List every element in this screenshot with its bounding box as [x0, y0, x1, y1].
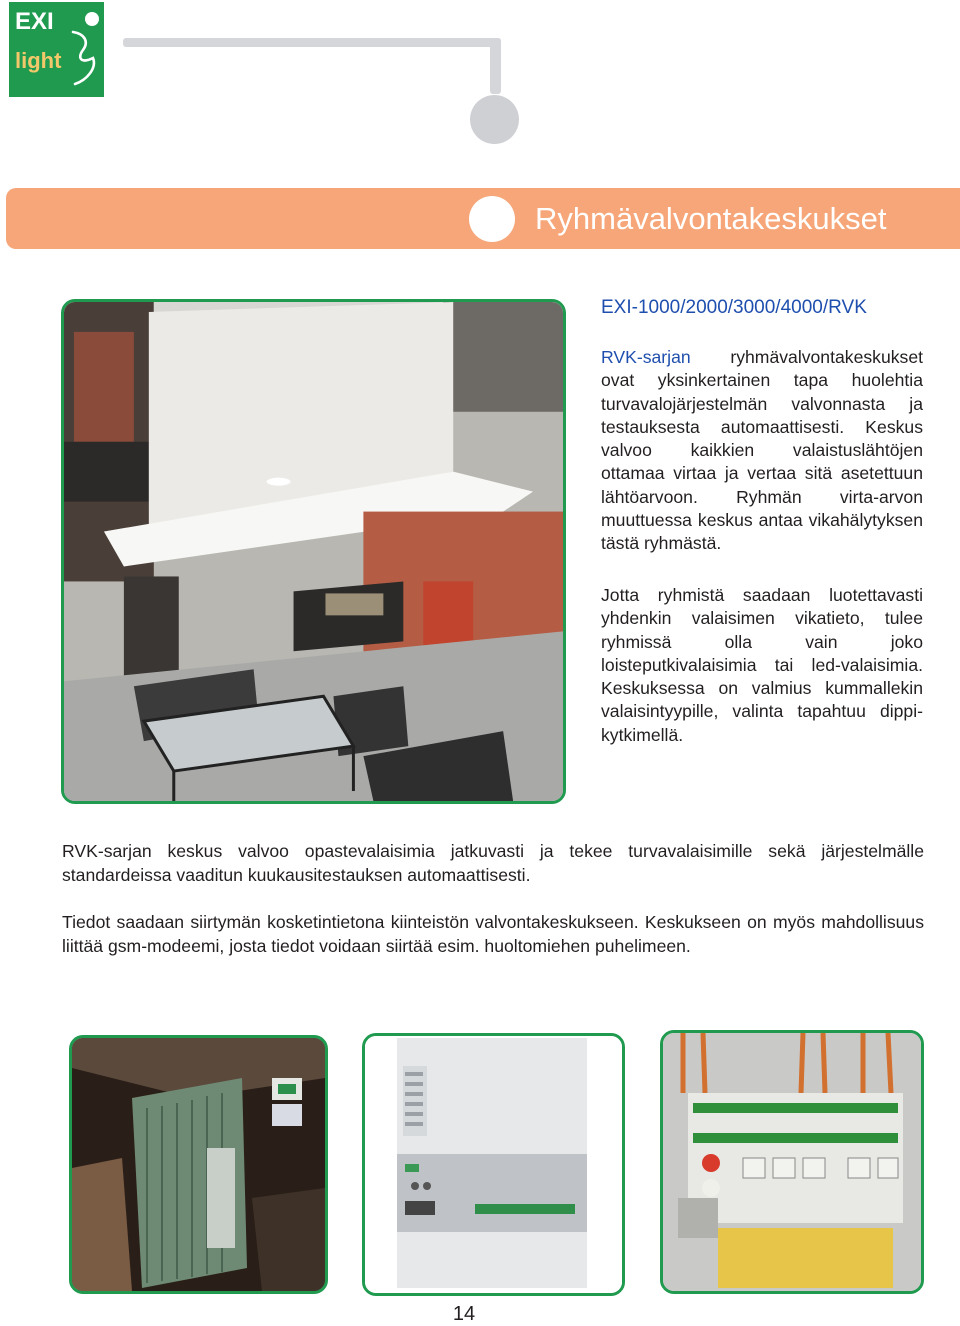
intro-paragraph	[601, 346, 923, 556]
intro-text: ryhmävalvontakeskukset ovat yksinkertainen tapa huolehtia turvavalojärjestelmän valvonnasta ja testauksesta automaattisesti. Keskus valvoo kaikkien valaistuslähtöjen ottamaa virtaa ja vertaa sitä asetettuun lähtöarvoon. Ryhmän virta-arvon muuttuessa keskus antaa vikahälytyksen tästä ryhmästä.	[601, 347, 923, 554]
page-title: Ryhmävalvontakeskukset	[535, 201, 887, 236]
logo-dot	[85, 12, 99, 26]
page-number: 14	[452, 1303, 476, 1325]
exi-light-logo	[9, 2, 104, 97]
wiring-panel-photo	[660, 1030, 924, 1294]
tunnel-installation-photo	[69, 1035, 328, 1294]
decorative-ball	[470, 95, 519, 144]
data-transfer-paragraph: Tiedot saadaan siirtymän kosketintietona kiinteistön valvontakeskukseen. Keskukseen on myös mahdollisuus liittää gsm-modeemi, josta tiedot voidaan siirtää esim. huoltomiehen puhelimeen.	[62, 912, 924, 956]
monitoring-paragraph: RVK-sarjan keskus valvoo opastevalaisimia jatkuvasti ja tekee turvavalaisimille sekä järjestelmälle standardeissa vaaditun kuukausitestauksen automaattisesti.	[62, 841, 924, 885]
decorative-rail-vertical	[490, 38, 501, 94]
series-name: RVK-sarjan	[601, 347, 691, 367]
logo-text-light: light	[15, 48, 62, 73]
decorative-rail-horizontal	[123, 38, 501, 47]
logo-text-exi: EXI	[15, 8, 54, 35]
luminaire-paragraph: Jotta ryhmistä saadaan luotettavasti yhdenkin valaisimen vikatieto, tulee ryhmissä olla vain joko loisteputkivalaisimia tai led-valaisimia. Keskuksessa on valmius kummallekin valaisintyypille, valinta tapahtuu dippi-kytkimellä.	[601, 585, 923, 745]
lobby-photo	[61, 299, 566, 804]
banner-circle-icon	[469, 196, 515, 242]
logo-swoosh-icon	[67, 28, 101, 88]
control-cabinet-photo	[362, 1033, 625, 1296]
product-code: EXI-1000/2000/3000/4000/RVK	[601, 297, 867, 318]
